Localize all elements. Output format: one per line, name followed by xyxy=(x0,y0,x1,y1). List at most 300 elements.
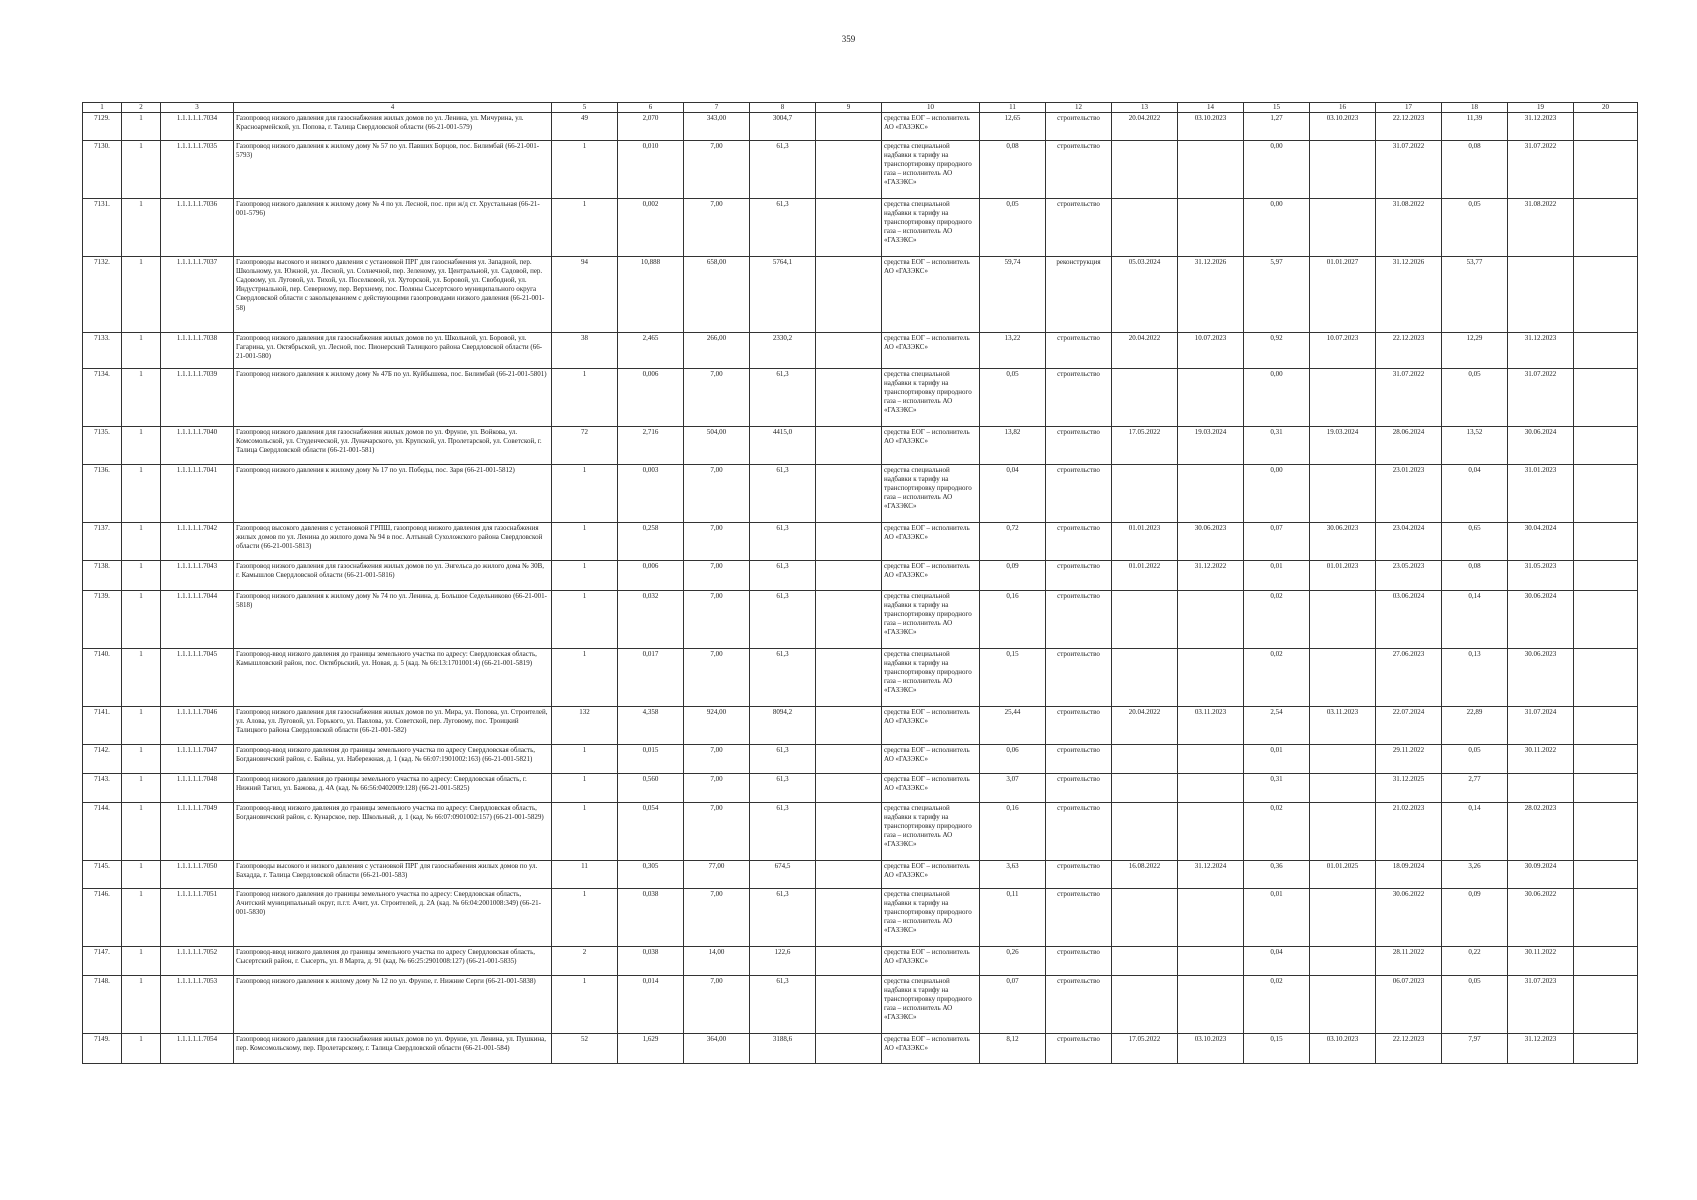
table-cell-col-10: средства специальной надбавки к тарифу на транспортировку природного газа – исполнитель АО «ГАЗЭКС» xyxy=(882,976,980,1034)
table-cell-col-11: 0,05 xyxy=(980,369,1046,427)
table-cell-col-14 xyxy=(1178,803,1244,861)
table-cell-col-12: строительство xyxy=(1046,745,1112,774)
table-cell-col-14: 31.12.2022 xyxy=(1178,561,1244,591)
table-cell-col-8: 61,3 xyxy=(750,649,816,707)
table-cell-col-1: 7131. xyxy=(83,199,122,257)
table-cell-col-5: 1 xyxy=(552,649,618,707)
table-row xyxy=(83,427,1638,465)
table-cell-col-19: 31.05.2023 xyxy=(1508,561,1574,591)
table-cell-col-18: 22,89 xyxy=(1442,707,1508,745)
table-cell-col-14: 31.12.2026 xyxy=(1178,257,1244,333)
table-cell-col-9 xyxy=(816,591,882,649)
table-cell-col-9 xyxy=(816,1034,882,1064)
table-row xyxy=(83,976,1638,1034)
table-cell-col-18: 0,14 xyxy=(1442,803,1508,861)
table-cell-col-4: Газопровод-ввод низкого давления до границы земельного участка по адресу: Свердловская область, Богдановичский район, с. Кунарское, пер. Школьный, д. 1 (кад. № 66:07:0901002:157) (66-21-001-5829) xyxy=(234,803,552,861)
table-cell-col-12: строительство xyxy=(1046,199,1112,257)
table-cell-col-20 xyxy=(1574,465,1638,523)
table-cell-col-19: 31.12.2023 xyxy=(1508,333,1574,369)
table-cell-col-17: 28.11.2022 xyxy=(1376,947,1442,976)
table-cell-col-1: 7144. xyxy=(83,803,122,861)
table-cell-col-6: 0,002 xyxy=(618,199,684,257)
table-cell-col-10: средства ЕОГ – исполнитель АО «ГАЗЭКС» xyxy=(882,523,980,561)
table-cell-col-11: 0,06 xyxy=(980,745,1046,774)
table-cell-col-13 xyxy=(1112,591,1178,649)
table-cell-col-3: 1.1.1.1.1.7046 xyxy=(161,707,234,745)
table-cell-col-7: 7,00 xyxy=(684,369,750,427)
table-cell-col-6: 0,014 xyxy=(618,976,684,1034)
page-number: 359 xyxy=(841,34,856,44)
table-cell-col-5: 11 xyxy=(552,861,618,889)
table-cell-col-12: строительство xyxy=(1046,591,1112,649)
table-cell-col-1: 7137. xyxy=(83,523,122,561)
table-cell-col-5: 132 xyxy=(552,707,618,745)
table-cell-col-12: строительство xyxy=(1046,861,1112,889)
table-cell-col-15: 5,97 xyxy=(1244,257,1310,333)
table-cell-col-19: 31.07.2022 xyxy=(1508,369,1574,427)
table-cell-col-15: 0,01 xyxy=(1244,561,1310,591)
table-cell-col-17: 30.06.2022 xyxy=(1376,889,1442,947)
table-cell-col-19: 28.02.2023 xyxy=(1508,803,1574,861)
table-cell-col-10: средства специальной надбавки к тарифу на транспортировку природного газа – исполнитель АО «ГАЗЭКС» xyxy=(882,649,980,707)
table-cell-col-16: 01.01.2023 xyxy=(1310,561,1376,591)
table-cell-col-9 xyxy=(816,427,882,465)
table-cell-col-10: средства ЕОГ – исполнитель АО «ГАЗЭКС» xyxy=(882,333,980,369)
table-cell-col-12: строительство xyxy=(1046,889,1112,947)
table-cell-col-7: 7,00 xyxy=(684,561,750,591)
table-cell-col-14 xyxy=(1178,976,1244,1034)
column-header-19: 19 xyxy=(1508,103,1574,113)
table-cell-col-5: 1 xyxy=(552,745,618,774)
table-cell-col-4: Газопровод низкого давления до границы земельного участка по адресу: Свердловская область, г. Нижний Тагил, ул. Бажова, д. 4А (кад. № 66:56:0402009:128) (66-21-001-5825) xyxy=(234,774,552,803)
table-cell-col-14 xyxy=(1178,947,1244,976)
column-header-1: 1 xyxy=(83,103,122,113)
table-cell-col-16: 10.07.2023 xyxy=(1310,333,1376,369)
table-cell-col-5: 72 xyxy=(552,427,618,465)
table-cell-col-2: 1 xyxy=(122,707,161,745)
table-cell-col-18: 3,26 xyxy=(1442,861,1508,889)
table-cell-col-18: 11,39 xyxy=(1442,113,1508,141)
table-cell-col-13 xyxy=(1112,803,1178,861)
table-cell-col-16 xyxy=(1310,465,1376,523)
table-cell-col-3: 1.1.1.1.1.7038 xyxy=(161,333,234,369)
table-cell-col-11: 13,22 xyxy=(980,333,1046,369)
table-cell-col-2: 1 xyxy=(122,745,161,774)
table-cell-col-10: средства ЕОГ – исполнитель АО «ГАЗЭКС» xyxy=(882,561,980,591)
table-cell-col-17: 31.07.2022 xyxy=(1376,369,1442,427)
table-cell-col-16 xyxy=(1310,199,1376,257)
table-cell-col-20 xyxy=(1574,803,1638,861)
table-cell-col-5: 1 xyxy=(552,561,618,591)
table-cell-col-10: средства ЕОГ – исполнитель АО «ГАЗЭКС» xyxy=(882,774,980,803)
table-cell-col-1: 7138. xyxy=(83,561,122,591)
table-cell-col-7: 7,00 xyxy=(684,523,750,561)
table-cell-col-5: 1 xyxy=(552,976,618,1034)
table-cell-col-13 xyxy=(1112,889,1178,947)
table-cell-col-8: 61,3 xyxy=(750,803,816,861)
table-cell-col-7: 7,00 xyxy=(684,889,750,947)
table-cell-col-18: 53,77 xyxy=(1442,257,1508,333)
table-cell-col-11: 0,07 xyxy=(980,976,1046,1034)
column-header-5: 5 xyxy=(552,103,618,113)
table-cell-col-13 xyxy=(1112,976,1178,1034)
column-header-11: 11 xyxy=(980,103,1046,113)
table-cell-col-10: средства специальной надбавки к тарифу на транспортировку природного газа – исполнитель АО «ГАЗЭКС» xyxy=(882,803,980,861)
table-cell-col-14: 10.07.2023 xyxy=(1178,333,1244,369)
table-cell-col-15: 0,31 xyxy=(1244,427,1310,465)
table-cell-col-4: Газопровод низкого давления для газоснабжения жилых домов по ул. Мира, ул. Попова, ул. Строителей, ул. Алова, ул. Луговой, ул. Горького, ул. Павлова, ул. Советской, пер. Луговому, пос. Троицкий Талицкого района Свердловской области (66-21-001-582) xyxy=(234,707,552,745)
table-cell-col-5: 1 xyxy=(552,465,618,523)
table-cell-col-13 xyxy=(1112,465,1178,523)
table-cell-col-16 xyxy=(1310,976,1376,1034)
table-cell-col-11: 0,08 xyxy=(980,141,1046,199)
table-cell-col-2: 1 xyxy=(122,861,161,889)
table-cell-col-17: 31.07.2022 xyxy=(1376,141,1442,199)
table-cell-col-9 xyxy=(816,707,882,745)
table-cell-col-10: средства ЕОГ – исполнитель АО «ГАЗЭКС» xyxy=(882,113,980,141)
table-cell-col-18: 0,13 xyxy=(1442,649,1508,707)
table-cell-col-8: 3004,7 xyxy=(750,113,816,141)
table-cell-col-2: 1 xyxy=(122,889,161,947)
table-body xyxy=(83,113,1638,1064)
table-cell-col-9 xyxy=(816,561,882,591)
table-cell-col-8: 61,3 xyxy=(750,369,816,427)
table-cell-col-10: средства специальной надбавки к тарифу на транспортировку природного газа – исполнитель АО «ГАЗЭКС» xyxy=(882,591,980,649)
table-cell-col-11: 0,05 xyxy=(980,199,1046,257)
table-cell-col-2: 1 xyxy=(122,427,161,465)
table-cell-col-3: 1.1.1.1.1.7042 xyxy=(161,523,234,561)
table-cell-col-9 xyxy=(816,465,882,523)
table-cell-col-12: строительство xyxy=(1046,774,1112,803)
table-cell-col-15: 0,15 xyxy=(1244,1034,1310,1064)
table-cell-col-18: 0,65 xyxy=(1442,523,1508,561)
column-header-7: 7 xyxy=(684,103,750,113)
table-cell-col-13: 16.08.2022 xyxy=(1112,861,1178,889)
table-cell-col-6: 2,465 xyxy=(618,333,684,369)
table-cell-col-17: 31.12.2025 xyxy=(1376,774,1442,803)
column-header-17: 17 xyxy=(1376,103,1442,113)
table-cell-col-3: 1.1.1.1.1.7034 xyxy=(161,113,234,141)
table-cell-col-12: строительство xyxy=(1046,333,1112,369)
table-cell-col-4: Газопровод низкого давления к жилому дому № 57 по ул. Павших Борцов, пос. Билимбай (66-21-001-5793) xyxy=(234,141,552,199)
table-cell-col-7: 77,00 xyxy=(684,861,750,889)
table-cell-col-8: 61,3 xyxy=(750,561,816,591)
table-cell-col-7: 7,00 xyxy=(684,141,750,199)
table-cell-col-4: Газопровод низкого давления к жилому дому № 4 по ул. Лесной, пос. при ж/д ст. Хрустальная (66-21-001-5796) xyxy=(234,199,552,257)
table-row xyxy=(83,861,1638,889)
table-cell-col-6: 0,054 xyxy=(618,803,684,861)
table-cell-col-9 xyxy=(816,947,882,976)
table-cell-col-19: 30.06.2022 xyxy=(1508,889,1574,947)
column-header-16: 16 xyxy=(1310,103,1376,113)
table-cell-col-6: 0,006 xyxy=(618,561,684,591)
table-cell-col-17: 31.08.2022 xyxy=(1376,199,1442,257)
table-cell-col-19: 30.11.2022 xyxy=(1508,745,1574,774)
table-row xyxy=(83,257,1638,333)
table-cell-col-16: 01.01.2025 xyxy=(1310,861,1376,889)
table-cell-col-20 xyxy=(1574,369,1638,427)
table-cell-col-16 xyxy=(1310,803,1376,861)
table-cell-col-20 xyxy=(1574,257,1638,333)
table-cell-col-14 xyxy=(1178,141,1244,199)
column-header-18: 18 xyxy=(1442,103,1508,113)
table-cell-col-18: 0,08 xyxy=(1442,141,1508,199)
table-cell-col-18: 0,05 xyxy=(1442,745,1508,774)
table-cell-col-14 xyxy=(1178,199,1244,257)
table-cell-col-20 xyxy=(1574,141,1638,199)
table-cell-col-17: 31.12.2026 xyxy=(1376,257,1442,333)
table-cell-col-9 xyxy=(816,257,882,333)
column-header-12: 12 xyxy=(1046,103,1112,113)
table-cell-col-10: средства ЕОГ – исполнитель АО «ГАЗЭКС» xyxy=(882,257,980,333)
table-cell-col-1: 7133. xyxy=(83,333,122,369)
table-cell-col-5: 1 xyxy=(552,141,618,199)
table-cell-col-2: 1 xyxy=(122,199,161,257)
table-cell-col-6: 0,017 xyxy=(618,649,684,707)
table-cell-col-3: 1.1.1.1.1.7035 xyxy=(161,141,234,199)
table-cell-col-11: 0,26 xyxy=(980,947,1046,976)
table-cell-col-16: 19.03.2024 xyxy=(1310,427,1376,465)
table-cell-col-19: 30.06.2023 xyxy=(1508,649,1574,707)
table-cell-col-8: 4415,0 xyxy=(750,427,816,465)
table-cell-col-14: 19.03.2024 xyxy=(1178,427,1244,465)
table-cell-col-10: средства специальной надбавки к тарифу на транспортировку природного газа – исполнитель АО «ГАЗЭКС» xyxy=(882,199,980,257)
table-cell-col-20 xyxy=(1574,199,1638,257)
table-cell-col-1: 7139. xyxy=(83,591,122,649)
table-cell-col-9 xyxy=(816,141,882,199)
table-cell-col-20 xyxy=(1574,861,1638,889)
table-cell-col-11: 0,09 xyxy=(980,561,1046,591)
table-cell-col-12: строительство xyxy=(1046,427,1112,465)
table-cell-col-2: 1 xyxy=(122,113,161,141)
table-cell-col-1: 7135. xyxy=(83,427,122,465)
table-cell-col-11: 8,12 xyxy=(980,1034,1046,1064)
table-row xyxy=(83,561,1638,591)
table-cell-col-6: 0,010 xyxy=(618,141,684,199)
table-cell-col-7: 504,00 xyxy=(684,427,750,465)
table-cell-col-4: Газопровод-ввод низкого давления до границы земельного участка по адресу Свердловская область, Сысертский район, г. Сысерть, ул. 8 Марта, д. 91 (кад. № 66:25:2901008:127) (66-21-001-5835) xyxy=(234,947,552,976)
table-cell-col-2: 1 xyxy=(122,774,161,803)
table-cell-col-13 xyxy=(1112,199,1178,257)
table-cell-col-7: 7,00 xyxy=(684,803,750,861)
table-cell-col-1: 7140. xyxy=(83,649,122,707)
table-cell-col-17: 22.12.2023 xyxy=(1376,333,1442,369)
table-cell-col-17: 27.06.2023 xyxy=(1376,649,1442,707)
table-cell-col-13: 01.01.2023 xyxy=(1112,523,1178,561)
table-cell-col-17: 23.04.2024 xyxy=(1376,523,1442,561)
table-cell-col-8: 61,3 xyxy=(750,523,816,561)
table-cell-col-2: 1 xyxy=(122,649,161,707)
table-cell-col-6: 2,716 xyxy=(618,427,684,465)
table-cell-col-19: 31.12.2023 xyxy=(1508,113,1574,141)
table-cell-col-12: строительство xyxy=(1046,649,1112,707)
table-cell-col-6: 1,629 xyxy=(618,1034,684,1064)
table-row xyxy=(83,889,1638,947)
table-cell-col-5: 1 xyxy=(552,591,618,649)
table-cell-col-20 xyxy=(1574,113,1638,141)
table-cell-col-20 xyxy=(1574,707,1638,745)
table-cell-col-4: Газопровод-ввод низкого давления до границы земельного участка по адресу: Свердловская область, Камышловский район, пос. Октябрьский, ул. Новая, д. 5 (кад. № 66:13:1701001:4) (66-21-001-5819) xyxy=(234,649,552,707)
table-cell-col-12: строительство xyxy=(1046,1034,1112,1064)
table-cell-col-4: Газопровод низкого давления для газоснабжения жилых домов по ул. Ленина, ул. Мичурина, ул. Красноармейской, ул. Попова, г. Талица Свердловской области (66-21-001-579) xyxy=(234,113,552,141)
table-cell-col-1: 7149. xyxy=(83,1034,122,1064)
table-cell-col-4: Газопровод низкого давления для газоснабжения жилых домов по ул. Школьной, ул. Боровой, ул. Гагарина, ул. Октябрьской, ул. Лесной, пос. Пионерский Талицкого района Свердловской области (66-21-001-580) xyxy=(234,333,552,369)
table-row xyxy=(83,803,1638,861)
table-cell-col-14 xyxy=(1178,465,1244,523)
table-cell-col-20 xyxy=(1574,947,1638,976)
table-cell-col-20 xyxy=(1574,1034,1638,1064)
table-cell-col-12: строительство xyxy=(1046,976,1112,1034)
table-cell-col-18: 0,05 xyxy=(1442,199,1508,257)
table-cell-col-4: Газопроводы высокого и низкого давления с установкой ПРГ для газоснабжения жилых домов по ул. Бахадда, г. Талица Свердловской области (66-21-001-583) xyxy=(234,861,552,889)
table-row xyxy=(83,707,1638,745)
table-cell-col-1: 7134. xyxy=(83,369,122,427)
table-cell-col-19: 31.08.2022 xyxy=(1508,199,1574,257)
table-cell-col-12: строительство xyxy=(1046,947,1112,976)
table-cell-col-11: 0,11 xyxy=(980,889,1046,947)
table-cell-col-13 xyxy=(1112,369,1178,427)
table-cell-col-17: 28.06.2024 xyxy=(1376,427,1442,465)
table-cell-col-19: 30.06.2024 xyxy=(1508,427,1574,465)
table-cell-col-17: 23.01.2023 xyxy=(1376,465,1442,523)
table-cell-col-2: 1 xyxy=(122,369,161,427)
column-header-9: 9 xyxy=(816,103,882,113)
table-cell-col-1: 7146. xyxy=(83,889,122,947)
table-cell-col-16 xyxy=(1310,369,1376,427)
table-row xyxy=(83,1034,1638,1064)
table-cell-col-18: 0,05 xyxy=(1442,976,1508,1034)
table-cell-col-2: 1 xyxy=(122,257,161,333)
table-cell-col-6: 0,038 xyxy=(618,889,684,947)
table-cell-col-2: 1 xyxy=(122,333,161,369)
table-cell-col-14 xyxy=(1178,591,1244,649)
table-cell-col-19: 30.11.2022 xyxy=(1508,947,1574,976)
table-cell-col-6: 0,305 xyxy=(618,861,684,889)
table-cell-col-13 xyxy=(1112,745,1178,774)
table-cell-col-11: 0,72 xyxy=(980,523,1046,561)
table-row xyxy=(83,141,1638,199)
table-cell-col-12: строительство xyxy=(1046,465,1112,523)
table-cell-col-3: 1.1.1.1.1.7043 xyxy=(161,561,234,591)
table-cell-col-20 xyxy=(1574,774,1638,803)
table-cell-col-1: 7145. xyxy=(83,861,122,889)
table-cell-col-5: 1 xyxy=(552,199,618,257)
table-cell-col-14: 31.12.2024 xyxy=(1178,861,1244,889)
table-cell-col-8: 61,3 xyxy=(750,199,816,257)
table-cell-col-10: средства ЕОГ – исполнитель АО «ГАЗЭКС» xyxy=(882,1034,980,1064)
table-cell-col-6: 0,038 xyxy=(618,947,684,976)
column-header-20: 20 xyxy=(1574,103,1638,113)
table-cell-col-14 xyxy=(1178,889,1244,947)
table-cell-col-17: 03.06.2024 xyxy=(1376,591,1442,649)
table-row xyxy=(83,199,1638,257)
table-cell-col-9 xyxy=(816,369,882,427)
table-cell-col-15: 0,02 xyxy=(1244,649,1310,707)
table-cell-col-19: 30.04.2024 xyxy=(1508,523,1574,561)
table-cell-col-8: 122,6 xyxy=(750,947,816,976)
table-cell-col-19 xyxy=(1508,774,1574,803)
table-cell-col-9 xyxy=(816,199,882,257)
table-cell-col-11: 13,82 xyxy=(980,427,1046,465)
table-cell-col-1: 7130. xyxy=(83,141,122,199)
table-cell-col-11: 12,65 xyxy=(980,113,1046,141)
table-cell-col-12: строительство xyxy=(1046,113,1112,141)
table-cell-col-11: 0,15 xyxy=(980,649,1046,707)
table-cell-col-15: 0,02 xyxy=(1244,976,1310,1034)
table-cell-col-7: 7,00 xyxy=(684,745,750,774)
table-cell-col-2: 1 xyxy=(122,947,161,976)
table-cell-col-18: 0,08 xyxy=(1442,561,1508,591)
table-cell-col-7: 266,00 xyxy=(684,333,750,369)
table-cell-col-12: строительство xyxy=(1046,561,1112,591)
table-cell-col-3: 1.1.1.1.1.7044 xyxy=(161,591,234,649)
table-cell-col-6: 10,888 xyxy=(618,257,684,333)
table-cell-col-4: Газопровод низкого давления к жилому дому № 47Б по ул. Куйбышева, пос. Билимбай (66-21-001-5801) xyxy=(234,369,552,427)
table-cell-col-20 xyxy=(1574,427,1638,465)
table-cell-col-3: 1.1.1.1.1.7052 xyxy=(161,947,234,976)
investment-program-table xyxy=(82,102,1638,1064)
table-cell-col-15: 2,54 xyxy=(1244,707,1310,745)
table-cell-col-16 xyxy=(1310,889,1376,947)
table-cell-col-17: 21.02.2023 xyxy=(1376,803,1442,861)
table-cell-col-16 xyxy=(1310,774,1376,803)
table-cell-col-3: 1.1.1.1.1.7049 xyxy=(161,803,234,861)
table-cell-col-4: Газопровод низкого давления до границы земельного участка по адресу: Свердловская область, Ачитский муниципальный округ, п.г.т. Ачит, ул. Строителей, д. 2А (кад. № 66:04:2001008:349) (66-21-001-5830) xyxy=(234,889,552,947)
table-cell-col-15: 0,00 xyxy=(1244,141,1310,199)
table-row xyxy=(83,774,1638,803)
table-cell-col-10: средства ЕОГ – исполнитель АО «ГАЗЭКС» xyxy=(882,427,980,465)
table-cell-col-7: 7,00 xyxy=(684,199,750,257)
table-cell-col-14: 30.06.2023 xyxy=(1178,523,1244,561)
table-cell-col-1: 7142. xyxy=(83,745,122,774)
table-cell-col-5: 1 xyxy=(552,369,618,427)
table-cell-col-11: 25,44 xyxy=(980,707,1046,745)
column-header-3: 3 xyxy=(161,103,234,113)
table-cell-col-14 xyxy=(1178,745,1244,774)
table-cell-col-2: 1 xyxy=(122,976,161,1034)
table-cell-col-16 xyxy=(1310,141,1376,199)
table-cell-col-6: 4,358 xyxy=(618,707,684,745)
table-cell-col-6: 0,015 xyxy=(618,745,684,774)
table-cell-col-12: строительство xyxy=(1046,803,1112,861)
table-cell-col-13 xyxy=(1112,649,1178,707)
table-cell-col-12: строительство xyxy=(1046,369,1112,427)
table-cell-col-5: 49 xyxy=(552,113,618,141)
table-cell-col-3: 1.1.1.1.1.7040 xyxy=(161,427,234,465)
table-cell-col-20 xyxy=(1574,333,1638,369)
table-cell-col-7: 658,00 xyxy=(684,257,750,333)
table-cell-col-12: строительство xyxy=(1046,523,1112,561)
table-cell-col-2: 1 xyxy=(122,1034,161,1064)
table-cell-col-11: 3,63 xyxy=(980,861,1046,889)
table-row xyxy=(83,947,1638,976)
table-cell-col-8: 8094,2 xyxy=(750,707,816,745)
table-cell-col-4: Газопровод низкого давления для газоснабжения жилых домов по ул. Фрунзе, ул. Ленина, ул. Пушкина, пер. Комсомольскому, пер. Пролетарскому, г. Талица Свердловской области (66-21-001-584) xyxy=(234,1034,552,1064)
table-cell-col-14 xyxy=(1178,369,1244,427)
table-row xyxy=(83,523,1638,561)
column-number-header-row xyxy=(83,103,1638,113)
table-cell-col-5: 94 xyxy=(552,257,618,333)
table-cell-col-2: 1 xyxy=(122,465,161,523)
table-cell-col-10: средства специальной надбавки к тарифу на транспортировку природного газа – исполнитель АО «ГАЗЭКС» xyxy=(882,465,980,523)
table-cell-col-17: 22.07.2024 xyxy=(1376,707,1442,745)
table-cell-col-2: 1 xyxy=(122,803,161,861)
table-cell-col-9 xyxy=(816,803,882,861)
column-header-13: 13 xyxy=(1112,103,1178,113)
table-cell-col-18: 13,52 xyxy=(1442,427,1508,465)
table-cell-col-19: 31.01.2023 xyxy=(1508,465,1574,523)
table-cell-col-15: 1,27 xyxy=(1244,113,1310,141)
